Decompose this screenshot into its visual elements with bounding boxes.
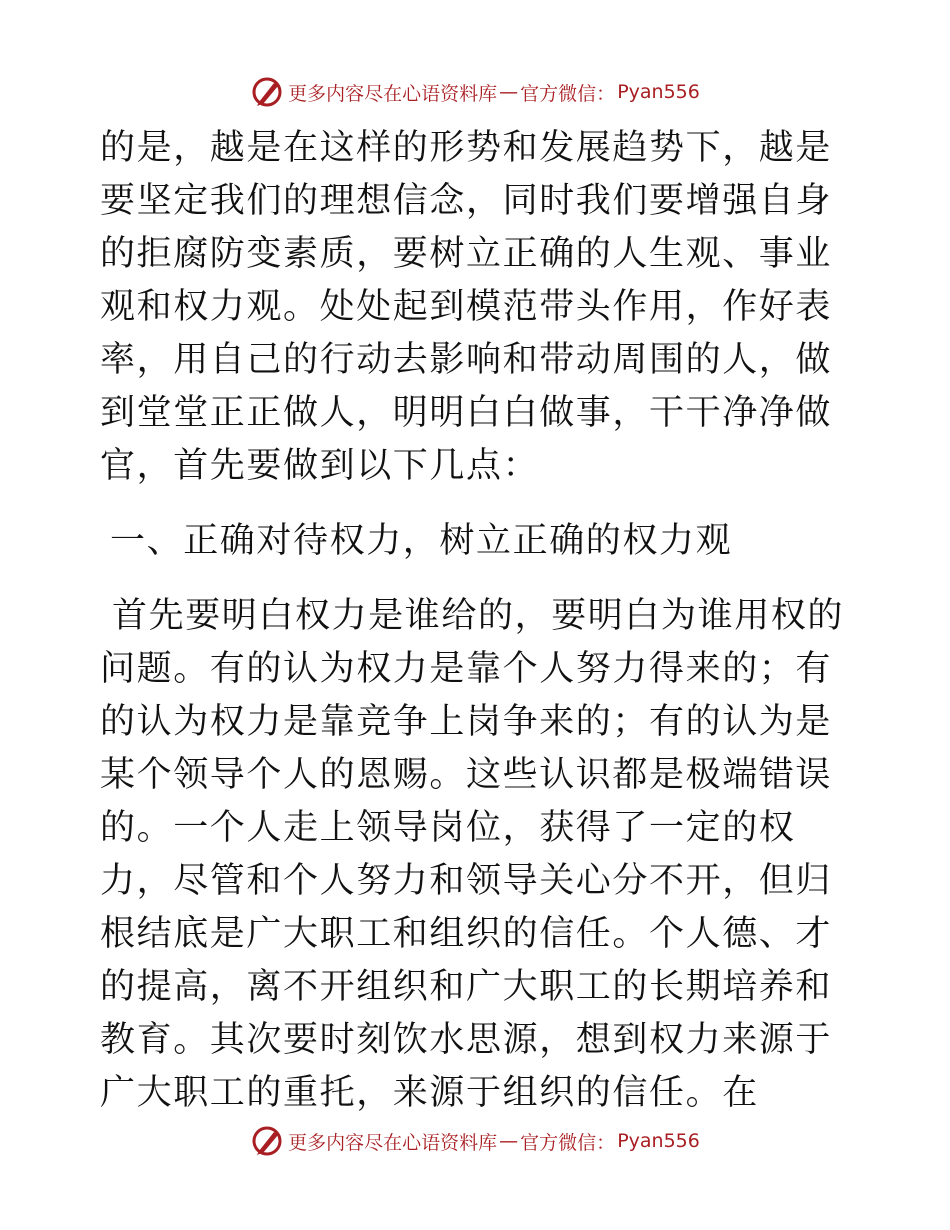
- banner-wechat-label: 官方微信：: [520, 82, 616, 105]
- body-paragraph: 的是，越是在这样的形势和发展趋势下，越是要坚定我们的理想信念，同时我们要增强自身的拒腐防变素质，要树立正确的人生观、事业观和权力观。处处起到模范带头作用，作好表率，用自己的行动去影响和带动周围的人，做到堂堂正正做人，明明白白做事，干干净净做官，首先要做到以下几点：: [100, 128, 833, 486]
- pen-logo-icon: [250, 1124, 284, 1158]
- banner-text: 更多内容尽在心语资料库: [288, 1131, 498, 1154]
- footer-banner: [0, 1121, 950, 1161]
- banner-wechat-id: Pyan556: [617, 81, 700, 103]
- banner-wechat-label: 官方微信：: [520, 1131, 616, 1154]
- header-banner: [0, 72, 950, 112]
- banner-text: 更多内容尽在心语资料库: [288, 82, 498, 105]
- banner-wechat-id: Pyan556: [617, 1130, 700, 1152]
- section-heading: 一、正确对待权力，树立正确的权力观: [110, 521, 733, 561]
- banner-separator: —: [499, 1130, 519, 1152]
- body-paragraph: 首先要明白权力是谁给的，要明白为谁用权的问题。有的认为权力是靠个人努力得来的；有的认为权力是靠竞争上岗争来的；有的认为是某个领导个人的恩赐。这些认识都是极端错误的。一个人走上领导岗位，获得了一定的权力，尽管和个人努力和领导关心分不开，但归根结底是广大职工和组织的信任。个人德、才的提高，离不开组织和广大职工的长期培养和教育。其次要时刻饮水思源，想到权力来源于广大职工的重托，来源于组织的信任。在: [100, 596, 845, 1113]
- pen-logo-icon: [250, 75, 284, 109]
- document-body: [100, 122, 852, 1120]
- banner-separator: —: [499, 81, 519, 103]
